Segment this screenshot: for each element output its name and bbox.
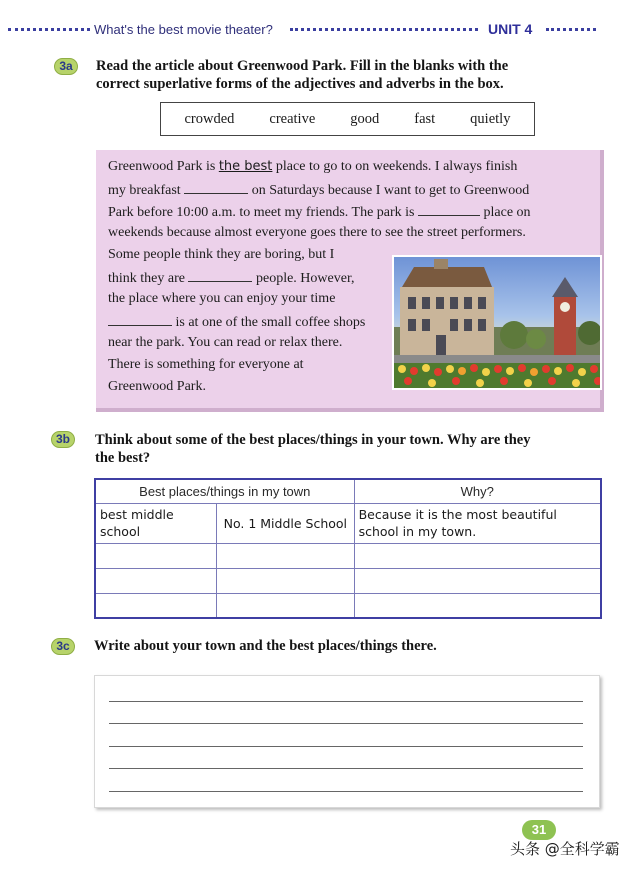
best-places-table — [94, 478, 602, 619]
cell-text: school in my town. — [358, 524, 477, 539]
cell-reason — [354, 503, 601, 543]
header-best-places: Best places/things in my town — [95, 479, 354, 503]
word-creative: creative — [269, 110, 316, 127]
table-row — [95, 593, 601, 618]
park-photo — [392, 255, 602, 390]
article-line-5: Some people think they are boring, but I — [108, 247, 335, 262]
writing-area[interactable] — [94, 675, 600, 808]
empty-cell[interactable] — [354, 543, 601, 568]
instruction-3b-line2: the best? — [95, 450, 151, 466]
article-line-6 — [108, 269, 355, 287]
answer-blank[interactable] — [418, 203, 480, 216]
article-line-7: the place where you can enjoy your time — [108, 291, 336, 306]
instruction-3a-line1: Read the article about Greenwood Park. Fill in the blanks with the — [96, 58, 509, 74]
table-row — [95, 503, 601, 543]
answer-blank[interactable] — [188, 269, 252, 282]
empty-cell[interactable] — [217, 543, 354, 568]
article-text: think they are — [108, 271, 185, 286]
answer-blank[interactable] — [184, 181, 248, 194]
article-line-4: weekends because almost everyone goes there to see the street performers. — [108, 225, 526, 240]
article-line-1 — [108, 159, 517, 175]
header-dots-far — [546, 28, 596, 34]
writing-line — [109, 723, 583, 724]
empty-cell[interactable] — [95, 593, 217, 618]
writing-line — [109, 791, 583, 792]
cell-place-type — [95, 503, 217, 543]
empty-cell[interactable] — [354, 568, 601, 593]
writing-line — [109, 701, 583, 702]
article-line-10: There is something for everyone at — [108, 357, 304, 372]
badge-3c: 3c — [51, 638, 75, 655]
article-line-8 — [108, 313, 365, 331]
table-row — [95, 543, 601, 568]
instruction-3c: Write about your town and the best places/things there. — [94, 638, 437, 654]
word-quietly: quietly — [470, 110, 511, 127]
instruction-3b — [95, 431, 530, 467]
cell-text: Because it is the most beautiful — [358, 507, 557, 522]
article-text: people. However, — [255, 271, 355, 286]
empty-cell[interactable] — [217, 593, 354, 618]
article-line-9: near the park. You can read or relax there. — [108, 335, 343, 350]
unit-label: UNIT 4 — [488, 21, 533, 37]
writing-line — [109, 768, 583, 769]
word-box — [160, 102, 535, 136]
cell-text: school — [100, 524, 141, 539]
instruction-3a — [96, 57, 508, 93]
table-row — [95, 568, 601, 593]
empty-cell[interactable] — [95, 568, 217, 593]
article-text: on Saturdays because I want to get to Greenwood — [251, 183, 530, 198]
instruction-3a-line2: correct superlative forms of the adjectives and adverbs in the box. — [96, 76, 504, 92]
writing-line — [109, 746, 583, 747]
filled-blank-answer: the best — [218, 159, 273, 174]
page-number: 31 — [522, 820, 556, 840]
article-text: my breakfast — [108, 183, 181, 198]
article-line-11: Greenwood Park. — [108, 379, 206, 394]
empty-cell[interactable] — [354, 593, 601, 618]
cell-place-name: No. 1 Middle School — [217, 503, 354, 543]
instruction-3b-line1: Think about some of the best places/things in your town. Why are they — [95, 432, 531, 448]
article-line-3 — [108, 203, 531, 221]
header-title: What's the best movie theater? — [94, 22, 273, 37]
article-text: Park before 10:00 a.m. to meet my friends. The park is — [108, 205, 415, 220]
badge-3a: 3a — [54, 58, 78, 75]
empty-cell[interactable] — [217, 568, 354, 593]
article-text: place to go to on weekends. I always finish — [275, 159, 518, 174]
table-header-row — [95, 479, 601, 503]
cell-text: best middle — [100, 507, 174, 522]
park-photo-illustration — [394, 257, 602, 390]
empty-cell[interactable] — [95, 543, 217, 568]
word-fast: fast — [414, 110, 436, 127]
answer-blank[interactable] — [108, 313, 172, 326]
header-why: Why? — [354, 479, 601, 503]
badge-3b: 3b — [51, 431, 75, 448]
word-good: good — [350, 110, 380, 127]
watermark: 头条 @全科学霸 — [510, 840, 620, 858]
article-text: place on — [483, 205, 531, 220]
header-dots-left — [8, 28, 90, 34]
article-text: is at one of the small coffee shops — [175, 315, 366, 330]
article-line-2 — [108, 181, 529, 199]
header-dots-right — [290, 28, 478, 34]
word-crowded: crowded — [184, 110, 235, 127]
page-header — [0, 21, 640, 44]
article-text: Greenwood Park is — [108, 159, 216, 174]
